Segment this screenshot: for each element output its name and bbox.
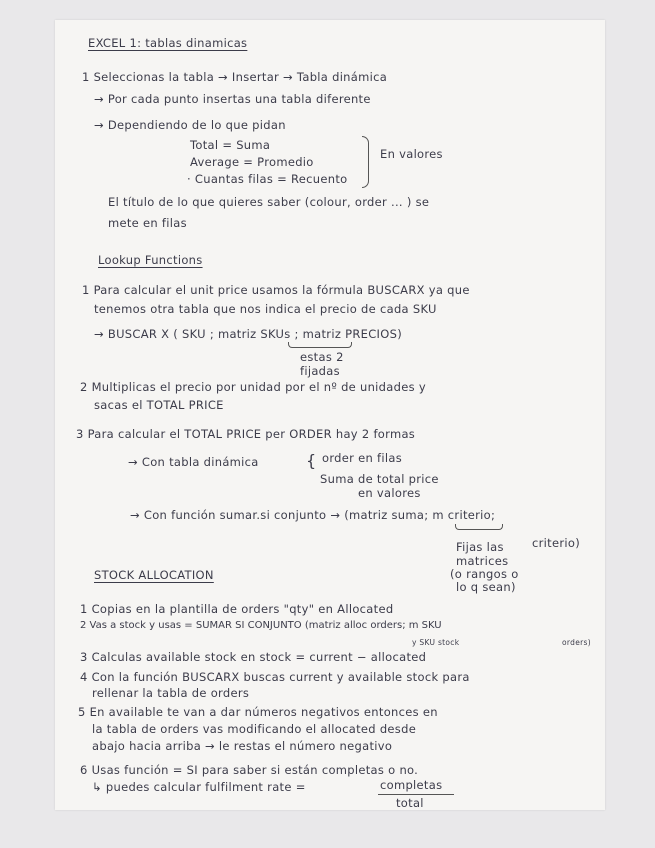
- s2-note-2: fijadas: [300, 364, 340, 378]
- s2-line-12: criterio): [532, 536, 580, 550]
- brace-glyph: {: [306, 451, 317, 470]
- s1-line-2: → Por cada punto insertas una tabla diferente: [94, 92, 371, 106]
- s3-line-7: la tabla de orders vas modificando el allocated desde: [92, 722, 417, 736]
- s1-line-3: → Dependiendo de lo que pidan: [94, 118, 286, 132]
- s1-brace-label: En valores: [380, 147, 443, 161]
- s2-line-9: Suma de total price: [320, 472, 439, 486]
- s3-line-6: 5 En available te van a dar números negativos entonces en: [78, 705, 438, 719]
- s2-line-2: tenemos otra tabla que nos indica el precio de cada SKU: [94, 302, 437, 316]
- s3-line-8: abajo hacia arriba → le restas el número negativo: [92, 739, 393, 753]
- bracket: [455, 524, 503, 530]
- s2-note-3: Fijas las: [456, 540, 504, 554]
- s2-note-6: lo q sean): [456, 580, 516, 594]
- s3-heading: STOCK ALLOCATION: [94, 568, 214, 582]
- s2-note-5: (o rangos o: [450, 567, 519, 581]
- s2-line-1: 1 Para calcular el unit price usamos la fórmula BUSCARX ya que: [82, 283, 470, 297]
- s1-line-6: · Cuantas filas = Recuento: [187, 172, 348, 186]
- s1-line-4: Total = Suma: [190, 138, 271, 152]
- s2-heading: Lookup Functions: [98, 253, 203, 267]
- s1-line-1: 1 Seleccionas la tabla → Insertar → Tabla dinámica: [82, 70, 388, 84]
- s3-line-9: 6 Usas función = SI para saber si están completas o no.: [80, 763, 419, 777]
- brace: [362, 136, 369, 188]
- s2-line-7: → Con tabla dinámica: [128, 455, 259, 469]
- s3-line-2-end: orders): [562, 638, 591, 647]
- s2-line-11: → Con función sumar.si conjunto → (matriz suma; m criterio;: [130, 508, 496, 522]
- fraction-bar: [378, 794, 454, 795]
- s2-line-8: order en filas: [322, 451, 403, 465]
- s2-note-4: matrices: [456, 554, 509, 568]
- s2-line-5: sacas el TOTAL PRICE: [94, 398, 224, 412]
- bracket: [288, 342, 352, 348]
- s2-line-4: 2 Multiplicas el precio por unidad por el nº de unidades y: [80, 380, 426, 394]
- s3-line-4: 4 Con la función BUSCARX buscas current y available stock para: [80, 670, 470, 684]
- fraction-denominator: total: [396, 796, 424, 810]
- s3-line-2: 2 Vas a stock y usas = SUMAR SI CONJUNTO (matriz alloc orders; m SKU: [80, 620, 442, 631]
- s2-line-6: 3 Para calcular el TOTAL PRICE per ORDER hay 2 formas: [76, 427, 416, 441]
- s3-line-2-note: y SKU stock: [412, 638, 460, 647]
- s2-line-10: en valores: [358, 486, 421, 500]
- s3-line-10: ↳ puedes calcular fulfilment rate =: [92, 780, 306, 794]
- s3-line-3: 3 Calculas available stock en stock = current − allocated: [80, 650, 427, 664]
- s2-line-3: → BUSCAR X ( SKU ; matriz SKUs ; matriz PRECIOS): [94, 327, 402, 341]
- s1-line-5: Average = Promedio: [190, 155, 314, 169]
- s3-line-1: 1 Copias en la plantilla de orders "qty" en Allocated: [80, 602, 394, 616]
- s3-line-5: rellenar la tabla de orders: [92, 686, 250, 700]
- s2-note-1: estas 2: [300, 350, 344, 364]
- s1-line-7: El título de lo que quieres saber (colour, order ... ) se: [108, 195, 430, 209]
- s1-line-8: mete en filas: [108, 216, 187, 230]
- fraction-numerator: completas: [380, 778, 443, 792]
- page-title: EXCEL 1: tablas dinamicas: [88, 36, 248, 50]
